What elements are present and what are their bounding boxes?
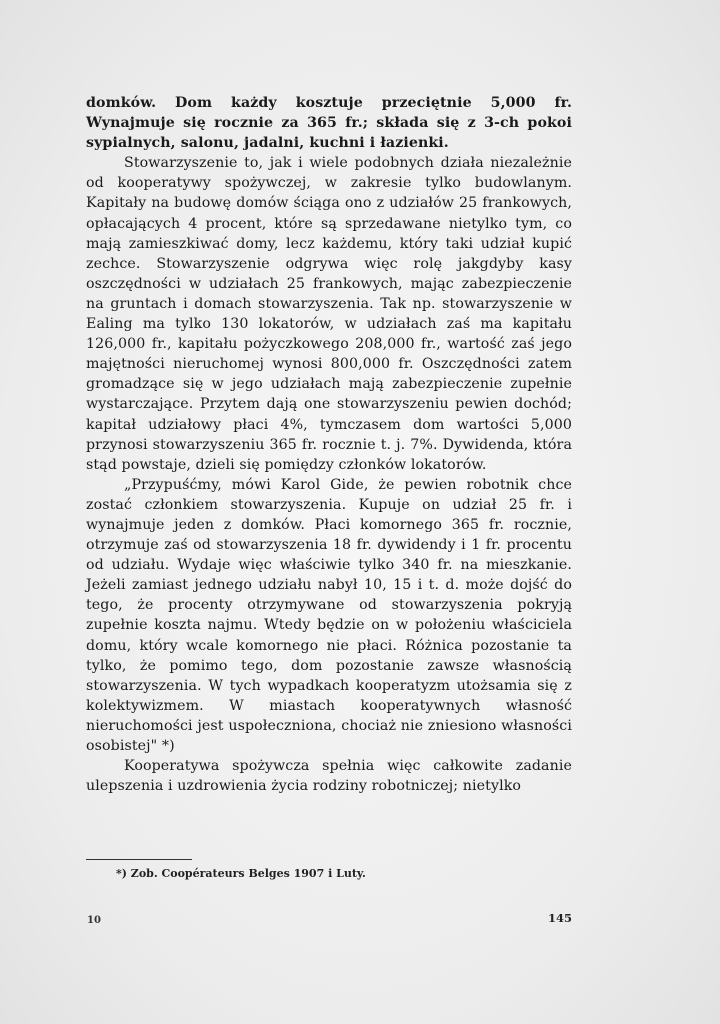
paragraph-continuation: domków. Dom każdy kosztuje przeciętnie 5,000 fr. Wynajmuje się rocznie za 365 fr.; składa się z 3-ch pokoi sypialnych, salonu, jadalni, kuchni i łazienki.	[86, 95, 572, 152]
footnote: *) Zob. Coopérateurs Belges 1907 i Luty.	[116, 867, 366, 880]
paragraph-gide-quote: „Przypuśćmy, mówi Karol Gide, że pewien robotnik chce zostać członkiem stowarzyszenia. Kupuje on udział 25 fr. i wynajmuje jeden z domków. Płaci komornego 365 fr. rocznie, otrzymuje zaś od stowarzyszenia 18 fr. dywidendy i 1 fr. procentu od udziału. Wydaje więc właściwie tylko 340 fr. na mieszkanie. Jeżeli zamiast jednego udziału nabył 10, 15 i t. d. może dojść do tego, że procenty otrzymywane od stowarzyszenia pokryją zupełnie koszta najmu. Wtedy będzie on w położeniu właściciela domu, który wcale komornego nie płaci. Różnica pozostanie ta tylko, że pomimo tego, dom pozostanie zawsze własnością stowarzyszenia. W tych wypadkach kooperatyzm utożsamia się z kolektywizmem. W miastach kooperatywnych własność nieruchomości jest uspołeczniona, chociaż nie zniesiono własności osobistej" *)	[86, 476, 572, 754]
paragraph-kooperatywa: Kooperatywa spożywcza spełnia więc całkowite zadanie ulepszenia i uzdrowienia życia rodziny robotniczej; nietylko	[86, 758, 572, 795]
body-text	[86, 93, 572, 796]
page-number: 145	[548, 911, 573, 925]
footnote-divider	[86, 859, 192, 860]
printer-signature-mark: 10	[87, 915, 101, 926]
paragraph-stowarzyszenie: Stowarzyszenie to, jak i wiele podobnych działa niezależnie od kooperatywy spożywczej, w zakresie tylko budowlanym. Kapitały na budowę domów ściąga ono z udziałów 25 frankowych, opłacających 4 procent, które są sprzedawane nietylko tym, co mają zamieszkiwać domy, lecz każdemu, który taki udział kupić zechce. Stowarzyszenie odgrywa więc rolę jakgdyby kasy oszczędności w udziałach 25 frankowych, mając zabezpieczenie na gruntach i domach stowarzyszenia. Tak np. stowarzyszenie w Ealing ma tylko 130 lokatorów, w udziałach zaś ma kapitału 126,000 fr., kapitału pożyczkowego 208,000 fr., wartość zaś jego majętności nieruchomej wynosi 800,000 fr. Oszczędności zatem gromadzące się w jego udziałach mają zabezpieczenie zupełnie wystarczające. Przytem dają one stowarzyszeniu pewien dochód; kapitał udziałowy płaci 4%, tymczasem dom wartości 5,000 przynosi stowarzyszeniu 365 fr. rocznie t. j. 7%. Dywidenda, która stąd powstaje, dzieli się pomiędzy członków lokatorów.	[86, 155, 572, 473]
